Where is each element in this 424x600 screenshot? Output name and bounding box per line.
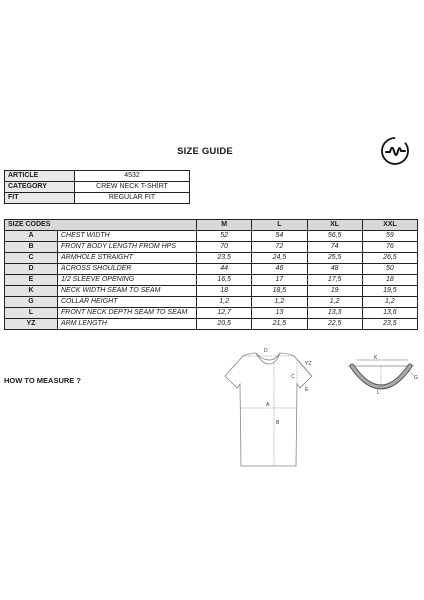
- header-m: M: [197, 220, 252, 231]
- measure-code: D: [5, 264, 58, 275]
- measure-code: K: [5, 286, 58, 297]
- value-xxl: 1,2: [362, 297, 417, 308]
- diagram-label-l: L: [377, 390, 380, 396]
- value-xl: 19: [307, 286, 362, 297]
- value-xxl: 18: [362, 275, 417, 286]
- measure-code: E: [5, 275, 58, 286]
- value-xl: 1,2: [307, 297, 362, 308]
- size-row: [5, 264, 418, 275]
- how-to-measure-heading: HOW TO MEASURE ?: [4, 376, 81, 385]
- diagram-label-d: D: [264, 348, 268, 354]
- value-m: 12,7: [197, 308, 252, 319]
- measure-description: ARM LENGTH: [58, 319, 197, 330]
- value-xxl: 13,6: [362, 308, 417, 319]
- tshirt-measure-diagram: [218, 348, 318, 470]
- measure-code: B: [5, 242, 58, 253]
- info-label: FIT: [5, 193, 75, 204]
- size-row: [5, 297, 418, 308]
- header-size-codes: SIZE CODES: [5, 220, 197, 231]
- measure-description: ACROSS SHOULDER: [58, 264, 197, 275]
- size-row: [5, 242, 418, 253]
- diagram-label-g: G: [414, 375, 418, 381]
- info-value: 4532: [75, 171, 190, 182]
- value-m: 1,2: [197, 297, 252, 308]
- header-l: L: [252, 220, 307, 231]
- value-l: 46: [252, 264, 307, 275]
- value-l: 18,5: [252, 286, 307, 297]
- measure-description: 1/2 SLEEVE OPENING: [58, 275, 197, 286]
- measure-description: NECK WIDTH SEAM TO SEAM: [58, 286, 197, 297]
- info-value: REGULAR FIT: [75, 193, 190, 204]
- size-row: [5, 275, 418, 286]
- header-xl: XL: [307, 220, 362, 231]
- value-m: 23,5: [197, 253, 252, 264]
- measure-code: L: [5, 308, 58, 319]
- diagram-label-c: C: [291, 374, 295, 380]
- value-xl: 25,5: [307, 253, 362, 264]
- value-l: 17: [252, 275, 307, 286]
- value-l: 24,5: [252, 253, 307, 264]
- value-m: 18: [197, 286, 252, 297]
- size-row: [5, 319, 418, 330]
- article-info-table: [4, 170, 190, 204]
- measure-description: FRONT NECK DEPTH SEAM TO SEAM: [58, 308, 197, 319]
- size-table-header: [5, 220, 418, 231]
- value-xxl: 19,5: [362, 286, 417, 297]
- measure-description: COLLAR HEIGHT: [58, 297, 197, 308]
- measure-code: C: [5, 253, 58, 264]
- info-label: CATEGORY: [5, 182, 75, 193]
- measure-code: A: [5, 231, 58, 242]
- value-m: 70: [197, 242, 252, 253]
- info-value: CREW NECK T-SHIRT: [75, 182, 190, 193]
- value-l: 72: [252, 242, 307, 253]
- value-xl: 13,3: [307, 308, 362, 319]
- value-m: 44: [197, 264, 252, 275]
- measure-description: FRONT BODY LENGTH FROM HPS: [58, 242, 197, 253]
- measure-code: G: [5, 297, 58, 308]
- page-title: SIZE GUIDE: [177, 146, 233, 157]
- size-row: [5, 286, 418, 297]
- diagram-label-b: B: [276, 420, 280, 426]
- value-xl: 48: [307, 264, 362, 275]
- info-label: ARTICLE: [5, 171, 75, 182]
- value-xxl: 26,5: [362, 253, 417, 264]
- diagram-label-k: K: [374, 355, 378, 361]
- value-xl: 17,5: [307, 275, 362, 286]
- value-m: 16,5: [197, 275, 252, 286]
- header-xxl: XXL: [362, 220, 417, 231]
- value-l: 54: [252, 231, 307, 242]
- diagram-label-e: E: [305, 387, 309, 393]
- measure-description: ARMHOLE STRAIGHT: [58, 253, 197, 264]
- value-xxl: 59: [362, 231, 417, 242]
- measure-description: CHEST WIDTH: [58, 231, 197, 242]
- size-row: [5, 308, 418, 319]
- size-row: [5, 231, 418, 242]
- value-xl: 22,5: [307, 319, 362, 330]
- size-chart-table: [4, 219, 418, 330]
- value-xxl: 50: [362, 264, 417, 275]
- collar-measure-diagram: [344, 352, 418, 400]
- value-l: 1,2: [252, 297, 307, 308]
- value-m: 52: [197, 231, 252, 242]
- info-row-fit: [5, 193, 190, 204]
- brand-wave-logo-icon: [380, 135, 410, 167]
- measure-code: YZ: [5, 319, 58, 330]
- value-xl: 74: [307, 242, 362, 253]
- value-xxl: 23,5: [362, 319, 417, 330]
- value-xl: 56,5: [307, 231, 362, 242]
- info-row-article: [5, 171, 190, 182]
- info-row-category: [5, 182, 190, 193]
- diagram-label-yz: YZ: [305, 361, 312, 367]
- value-m: 20,5: [197, 319, 252, 330]
- value-l: 13: [252, 308, 307, 319]
- size-row: [5, 253, 418, 264]
- value-xxl: 76: [362, 242, 417, 253]
- value-l: 21,5: [252, 319, 307, 330]
- diagram-label-a: A: [266, 402, 270, 408]
